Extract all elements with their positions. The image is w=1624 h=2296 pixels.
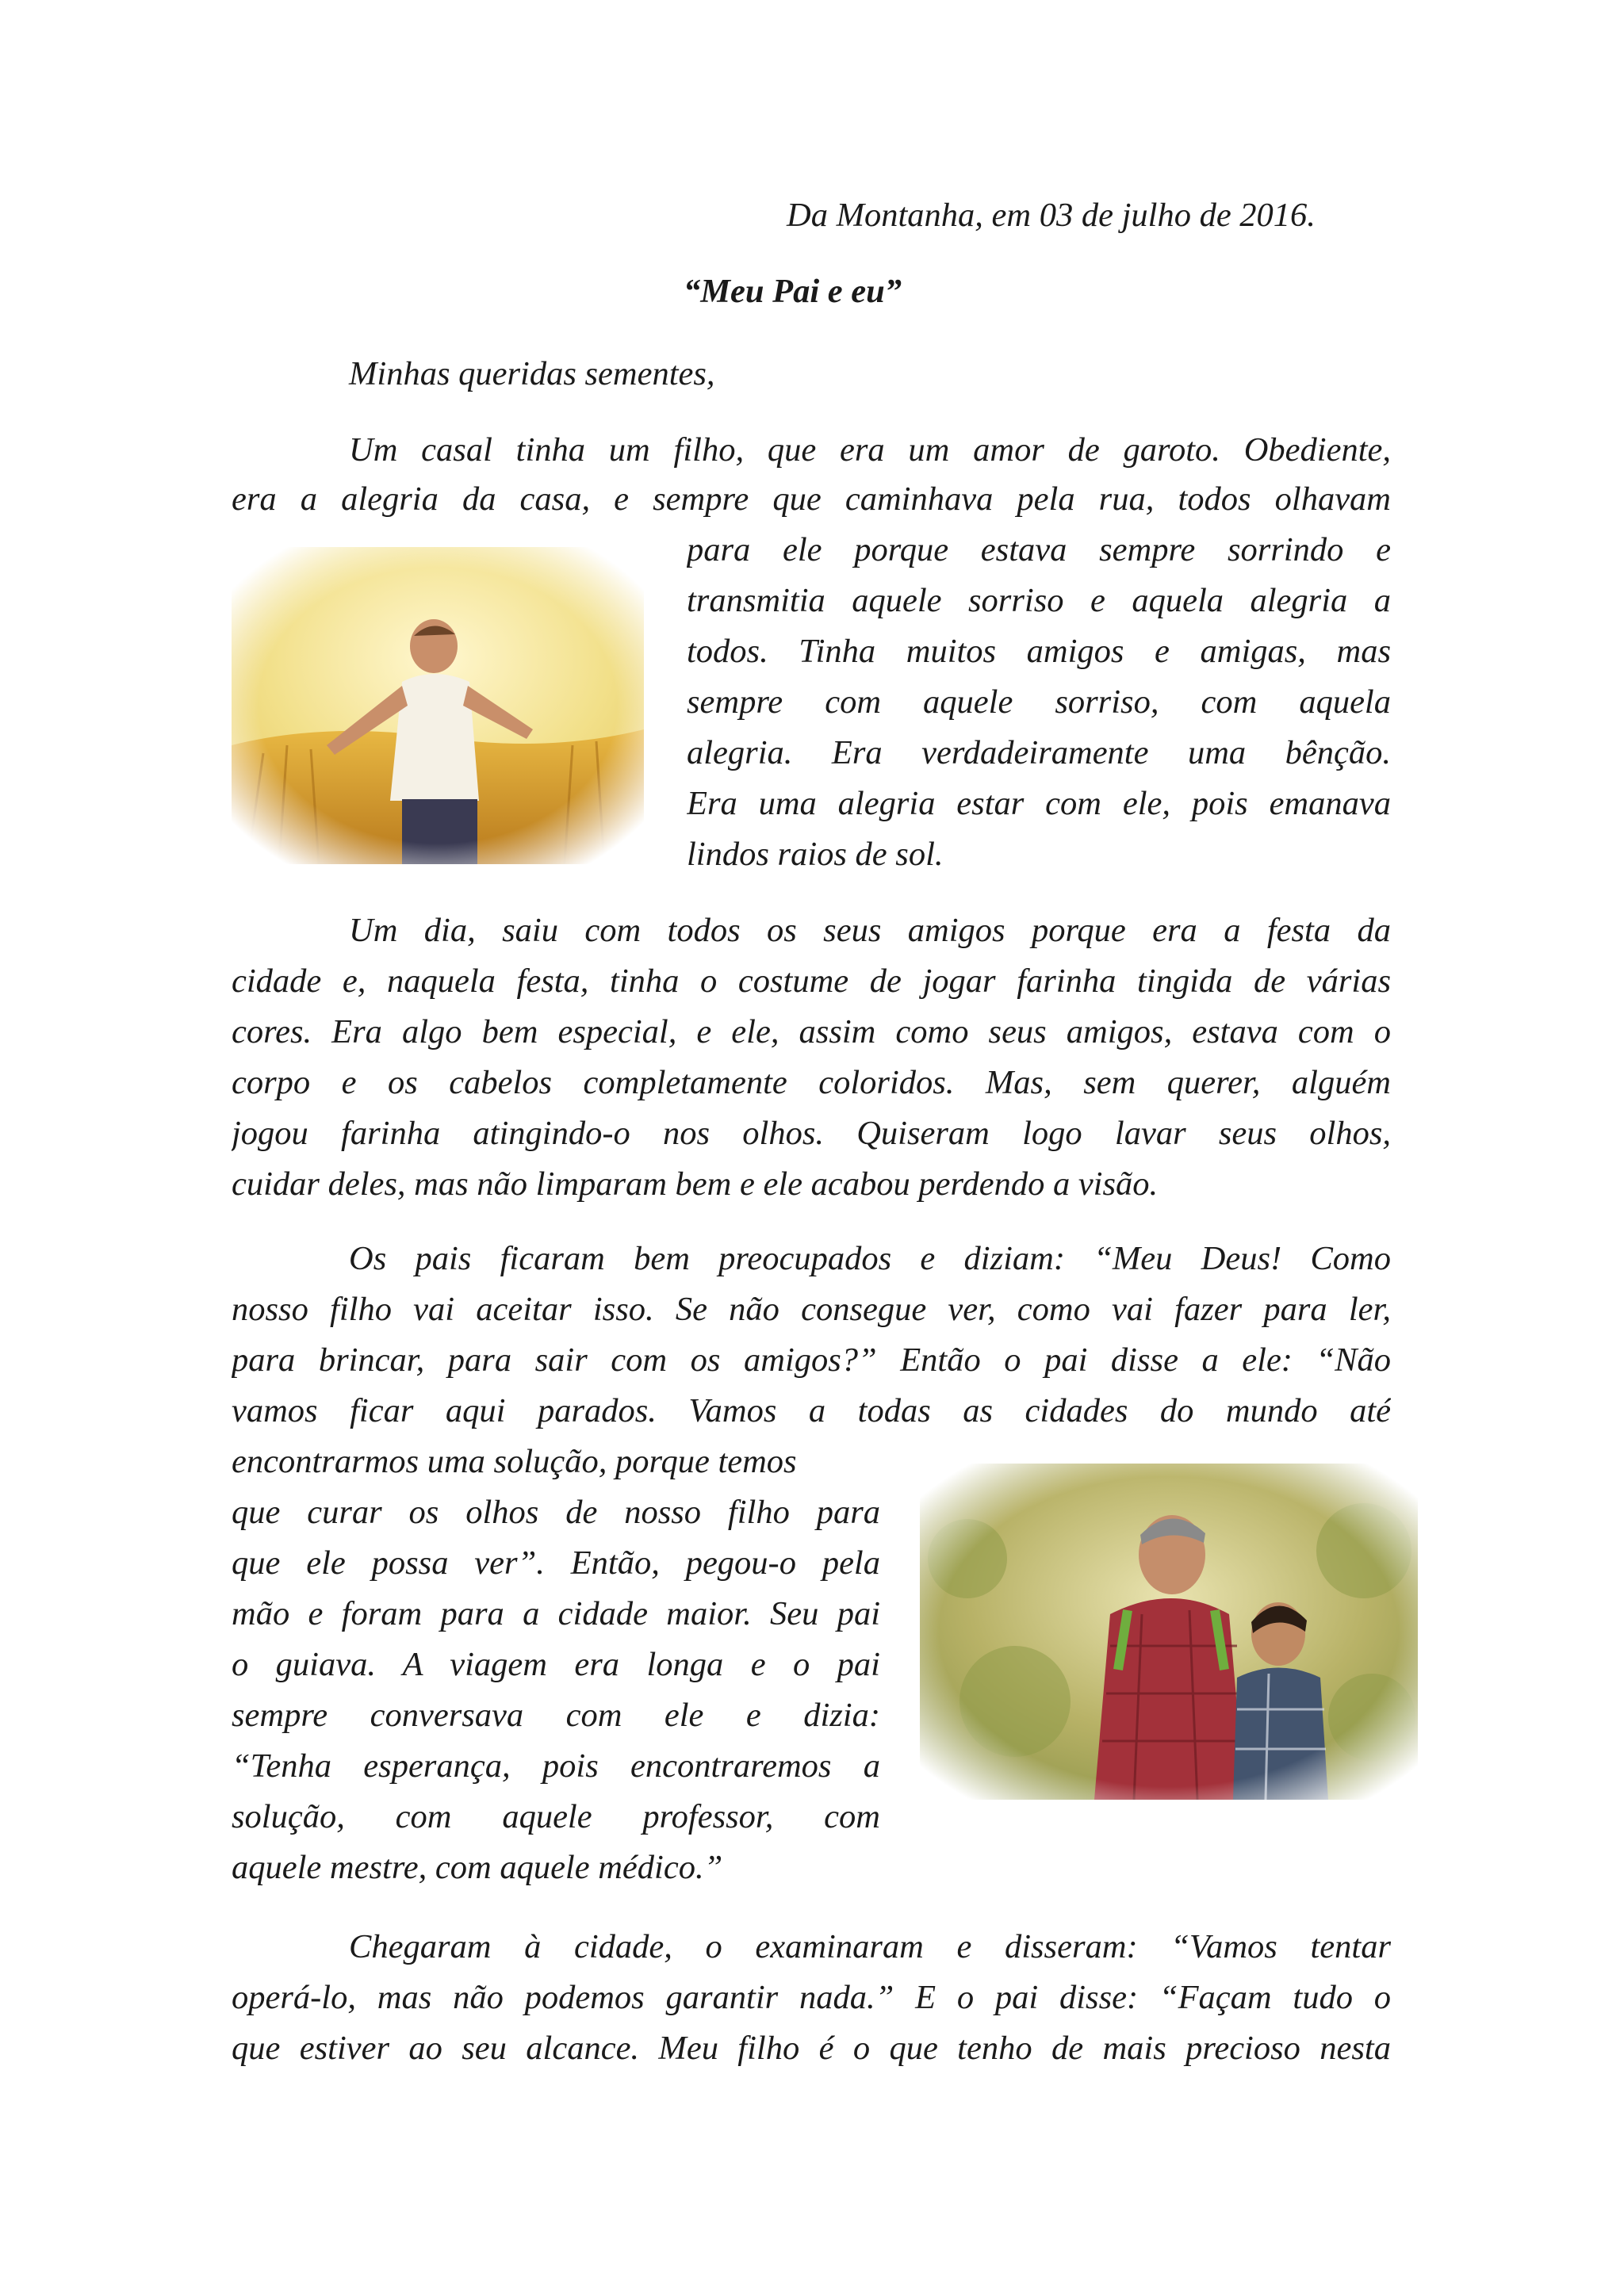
paragraph-4-line-1: Chegaram à cidade, o examinaram e disseram: “Vamos tentar [349,1928,1391,1965]
letter-title: “Meu Pai e eu” [684,273,902,310]
paragraph-1-line-3: para ele porque estava sempre sorrindo e [687,531,1391,568]
paragraph-1-line-2: era a alegria da casa, e sempre que caminhava pela rua, todos olhavam [232,480,1391,518]
paragraph-3-line-9: o guiava. A viagem era longa e o pai [232,1646,880,1683]
paragraph-3-line-1: Os pais ficaram bem preocupados e diziam: “Meu Deus! Como [349,1240,1391,1277]
date-line: Da Montanha, em 03 de julho de 2016. [787,197,1316,234]
paragraph-3-line-3: para brincar, para sair com os amigos?” Então o pai disse a ele: “Não [232,1341,1391,1379]
paragraph-4-line-2: operá-lo, mas não podemos garantir nada.” E o pai disse: “Façam tudo o [232,1979,1391,2016]
paragraph-2-line-3: cores. Era algo bem especial, e ele, assim como seus amigos, estava com o [232,1013,1391,1050]
paragraph-3-line-4: vamos ficar aqui parados. Vamos a todas as cidades do mundo até [232,1392,1391,1429]
paragraph-3-line-6: que curar os olhos de nosso filho para [232,1494,880,1531]
father-and-son-photo [920,1464,1418,1800]
paragraph-3-line-2: nosso filho vai aceitar isso. Se não consegue ver, como vai fazer para ler, [232,1291,1391,1328]
boy-in-wheat-field-photo [232,547,644,864]
paragraph-1-line-4: transmitia aquele sorriso e aquela alegria a [687,582,1391,619]
paragraph-3-line-8: mão e foram para a cidade maior. Seu pai [232,1595,880,1632]
paragraph-4-line-3: que estiver ao seu alcance. Meu filho é o que tenho de mais precioso nesta [232,2030,1391,2067]
paragraph-1-line-5: todos. Tinha muitos amigos e amigas, mas [687,633,1391,670]
paragraph-2-line-2: cidade e, naquela festa, tinha o costume de jogar farinha tingida de várias [232,962,1391,1000]
paragraph-1-line-6: sempre com aquele sorriso, com aquela [687,683,1391,721]
paragraph-1-line-9: lindos raios de sol. [687,836,944,873]
paragraph-3-line-12: solução, com aquele professor, com [232,1798,880,1835]
paragraph-1-line-7: alegria. Era verdadeiramente uma bênção. [687,734,1391,771]
paragraph-3-line-5: encontrarmos uma solução, porque temos [232,1443,797,1480]
paragraph-2-line-1: Um dia, saiu com todos os seus amigos porque era a festa da [349,912,1391,949]
paragraph-3-line-10: sempre conversava com ele e dizia: [232,1697,880,1734]
paragraph-1-line-1: Um casal tinha um filho, que era um amor de garoto. Obediente, [349,431,1391,469]
paragraph-3-line-7: que ele possa ver”. Então, pegou-o pela [232,1544,880,1582]
paragraph-3-line-13: aquele mestre, com aquele médico.” [232,1849,723,1886]
paragraph-2-line-5: jogou farinha atingindo-o nos olhos. Quiseram logo lavar seus olhos, [232,1115,1391,1152]
salutation: Minhas queridas sementes, [349,355,715,392]
paragraph-3-line-11: “Tenha esperança, pois encontraremos a [232,1747,880,1785]
paragraph-1-line-8: Era uma alegria estar com ele, pois emanava [687,785,1391,822]
paragraph-2-line-6: cuidar deles, mas não limparam bem e ele acabou perdendo a visão. [232,1165,1159,1203]
paragraph-2-line-4: corpo e os cabelos completamente coloridos. Mas, sem querer, alguém [232,1064,1391,1101]
